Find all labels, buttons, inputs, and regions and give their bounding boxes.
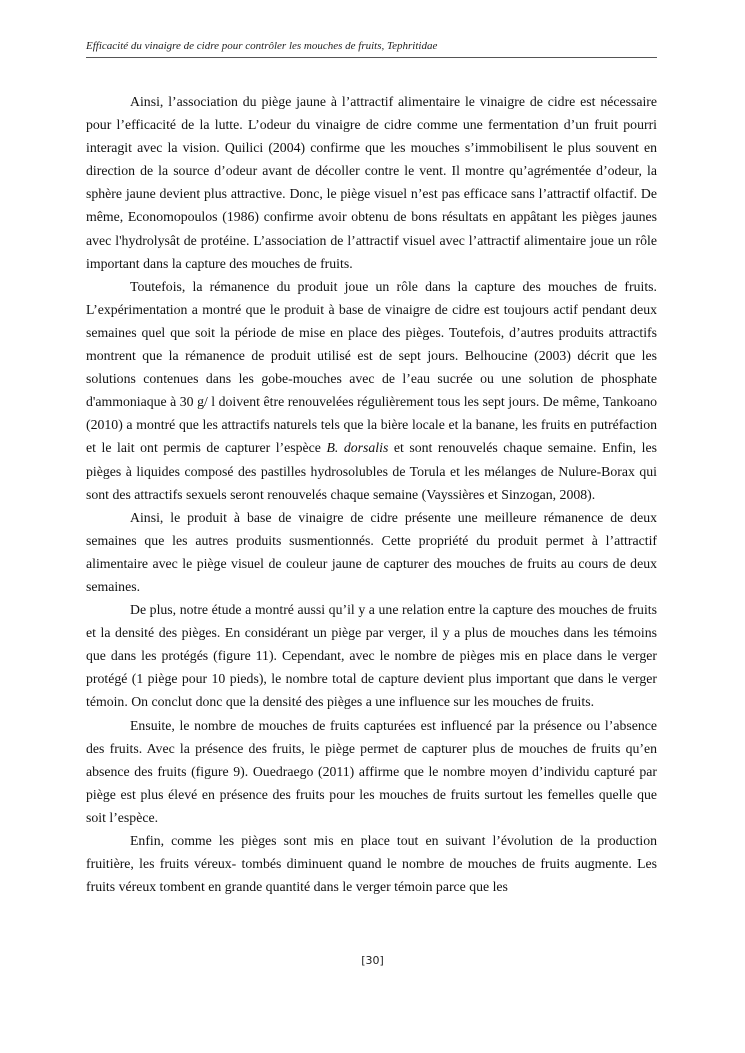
paragraph-2-text-before: Toutefois, la rémanence du produit joue un rôle dans la capture des mouches de fruits. L’expérimentation a montré que le produit à base de vinaigre de cidre est toujours actif pendant deux semaines quel que soit la période de mise en place des pièges. Toutefois, d’autres produits attractifs montrent que la rémanence de produit utilisé est de sept jours. Belhoucine (2003) décrit que les solutions contenues dans les gobe-mouches avec de l’eau sucrée ou une solution de phosphate d'ammoniaque à 30 g/ l doivent être renouvelées régulièrement tous les sept jours. De même, Tankoano (2010) a montré que les attractifs naturels tels que la bière locale et la banane, les fruits en putréfaction et le lait ont permis de capturer l’espèce bbox=[86, 278, 657, 456]
paragraph-1: Ainsi, l’association du piège jaune à l’attractif alimentaire le vinaigre de cidre est nécessaire pour l’efficacité de la lutte. L’odeur du vinaigre de cidre comme une fermentation d’un fruit pourri interagit avec la vision. Quilici (2004) confirme que les mouches s’immobilisent le plus souvent en direction de la source d’odeur avant de décoller contre le vent. Il montre qu’agrémentée d’odeur, la sphère jaune devient plus attractive. Donc, le piège visuel n’est pas efficace sans l’attractif olfactif. De même, Economopoulos (1986) confirme avoir obtenu de bons résultats en appâtant les pièges jaunes avec l'hydrolysât de protéine. L’association de l’attractif visuel avec l’attractif alimentaire joue un rôle important dans la capture des mouches de fruits. bbox=[86, 94, 657, 271]
paragraph-2 bbox=[86, 275, 657, 506]
paragraph-6: Enfin, comme les pièges sont mis en place tout en suivant l’évolution de la production fruitière, les fruits véreux- tombés diminuent quand le nombre de mouches de fruits augmente. Les fruits véreux tombent en grande quantité dans le verger témoin parce que les bbox=[86, 833, 657, 895]
species-name-italic: B. dorsalis bbox=[326, 440, 389, 456]
paragraph-3: Ainsi, le produit à base de vinaigre de cidre présente une meilleure rémanence de deux semaines que les autres produits susmentionnés. Cette propriété du produit permet à l’attractif alimentaire avec le piège visuel de couleur jaune de capturer des mouches de fruits au cours de deux semaines. bbox=[86, 509, 657, 594]
paragraph-4: De plus, notre étude a montré aussi qu’il y a une relation entre la capture des mouches de fruits et la densité des pièges. En considérant un piège par verger, il y a plus de mouches dans les témoins que dans les protégés (figure 11). Cependant, avec le nombre de pièges mis en place dans le verger protégé (1 piège pour 10 pieds), le nombre total de capture devient plus important que dans le verger témoin. On conclut donc que la densité des pièges a une influence sur les mouches de fruits. bbox=[86, 602, 657, 710]
body-text bbox=[86, 90, 657, 898]
running-header: Efficacité du vinaigre de cidre pour contrôler les mouches de fruits, Tephritidae bbox=[86, 40, 657, 58]
paragraph-2-text-after: et sont renouvelés chaque semaine. Enfin, les pièges à liquides composé des pastilles hydrosolubles de Torula et les mélanges de Nulure-Borax qui sont des attractifs sexuels seront renouvelés chaque semaine (Vayssières et Sinzogan, 2008). bbox=[86, 440, 657, 502]
page-number: [30] bbox=[361, 954, 384, 967]
paragraph-5: Ensuite, le nombre de mouches de fruits capturées est influencé par la présence ou l’absence des fruits. Avec la présence des fruits, le piège permet de capturer plus de mouches de fruits qu’en absence des fruits (figure 9). Ouedraego (2011) affirme que le nombre moyen d’individu capturé par piège est plus élevé en présence des fruits pour les mouches de fruits surtout les femelles quelle que soit l’espèce. bbox=[86, 717, 657, 825]
